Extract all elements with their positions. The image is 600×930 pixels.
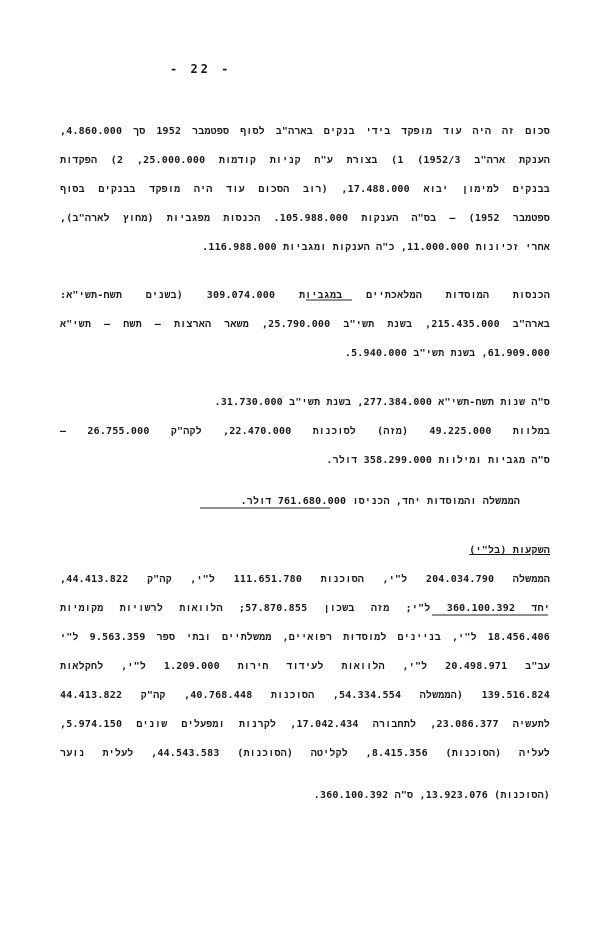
text-line: הכנסות המוסדות המלאכתיים במגביות 309.074.000 (בשנים תשח-תשי"א:	[60, 290, 550, 301]
text-line: בבנקים למימון יבוא 17.488.000, (רוב הסכום עוד היה מופקד בבנקים בסוף	[60, 184, 550, 195]
summary-line: הממשלה והמוסדות יחד, הכניסו 761.680.000 דולר.	[240, 496, 520, 507]
text-line: ספטמבר 1952) – בס"ה הענקות 105.988.000. הכנסות מפגביות (מחוץ לארה"ב),	[60, 213, 550, 224]
text-line: 18.456.406 ל"י, בניינים למוסדות רפואיים, ממשלתיים ובתי ספר 9.563.359 ל"י	[60, 632, 550, 643]
text-line: 61.909.000, בשנת תשי"ב 5.940.000.	[344, 348, 550, 359]
text-line: לעליה (הסוכנות) 8.415.356, לקליטה (הסוכנות) 44.543.583, לעלית נוער	[60, 748, 550, 759]
page-number: - 22 -	[170, 62, 232, 76]
text-line: ס"ה שנות תשח-תשי"א 277.384.000, בשנת תשי"ב 31.730.000.	[214, 397, 550, 408]
text-line: סכום זה היה עוד מופקד בידי בנקים בארה"ב לסוף ספטמבר 1952 סך 4.860.000,	[60, 126, 550, 137]
text-line: לתעשיה 23.086.377, לתחבורה 17.042.434, לקרנות ומפעלים שונים 5.974.150,	[60, 719, 550, 730]
text-line: עב"ב 20.498.971 ל"י, הלוואות לעידוד חירות 1.209.000 ל"י, לחקלאות	[60, 661, 550, 672]
text-line: 139.516.824 (הממשלה 54.334.554, הסוכנות 40.768.448, קה"ק 44.413.822	[60, 690, 550, 701]
text-line: ס"ה מגביות ומילוות 358.299.000 דולר.	[326, 455, 550, 466]
text-line: הממשלה 204.034.790 ל"י, הסוכנות 111.651.780 ל"י, קה"ק 44.413.822,	[60, 574, 550, 585]
text-line: בארה"ב 215.435.000, בשנת תשי"ב 25.790.000, משאר הארצות – תשח – תשי"א	[60, 319, 550, 330]
text-line: הענקת ארה"ב 1952/3) 1) בצורת ע"ח קניות קודמות 25.000.000, 2) הפקדות	[60, 155, 550, 166]
text-line: יחד 360.100.392 ל"י; מזה בשכון 57.870.855; הלוואות לרשויות מקומיות	[60, 603, 550, 614]
text-line: אחרי זכיונות 11.000.000, כ"ה הענקות ומגביות 116.988.000.	[202, 242, 550, 253]
text-line: במלוות 49.225.000 (מזה) לסוכנות 22.470.000, לקה"ק 26.755.000 –	[60, 426, 550, 437]
section-heading: השקעות (בל"י)	[469, 545, 550, 556]
text-line: (הסוכנות) 13.923.076, ס"ה 360.100.392.	[313, 790, 550, 801]
